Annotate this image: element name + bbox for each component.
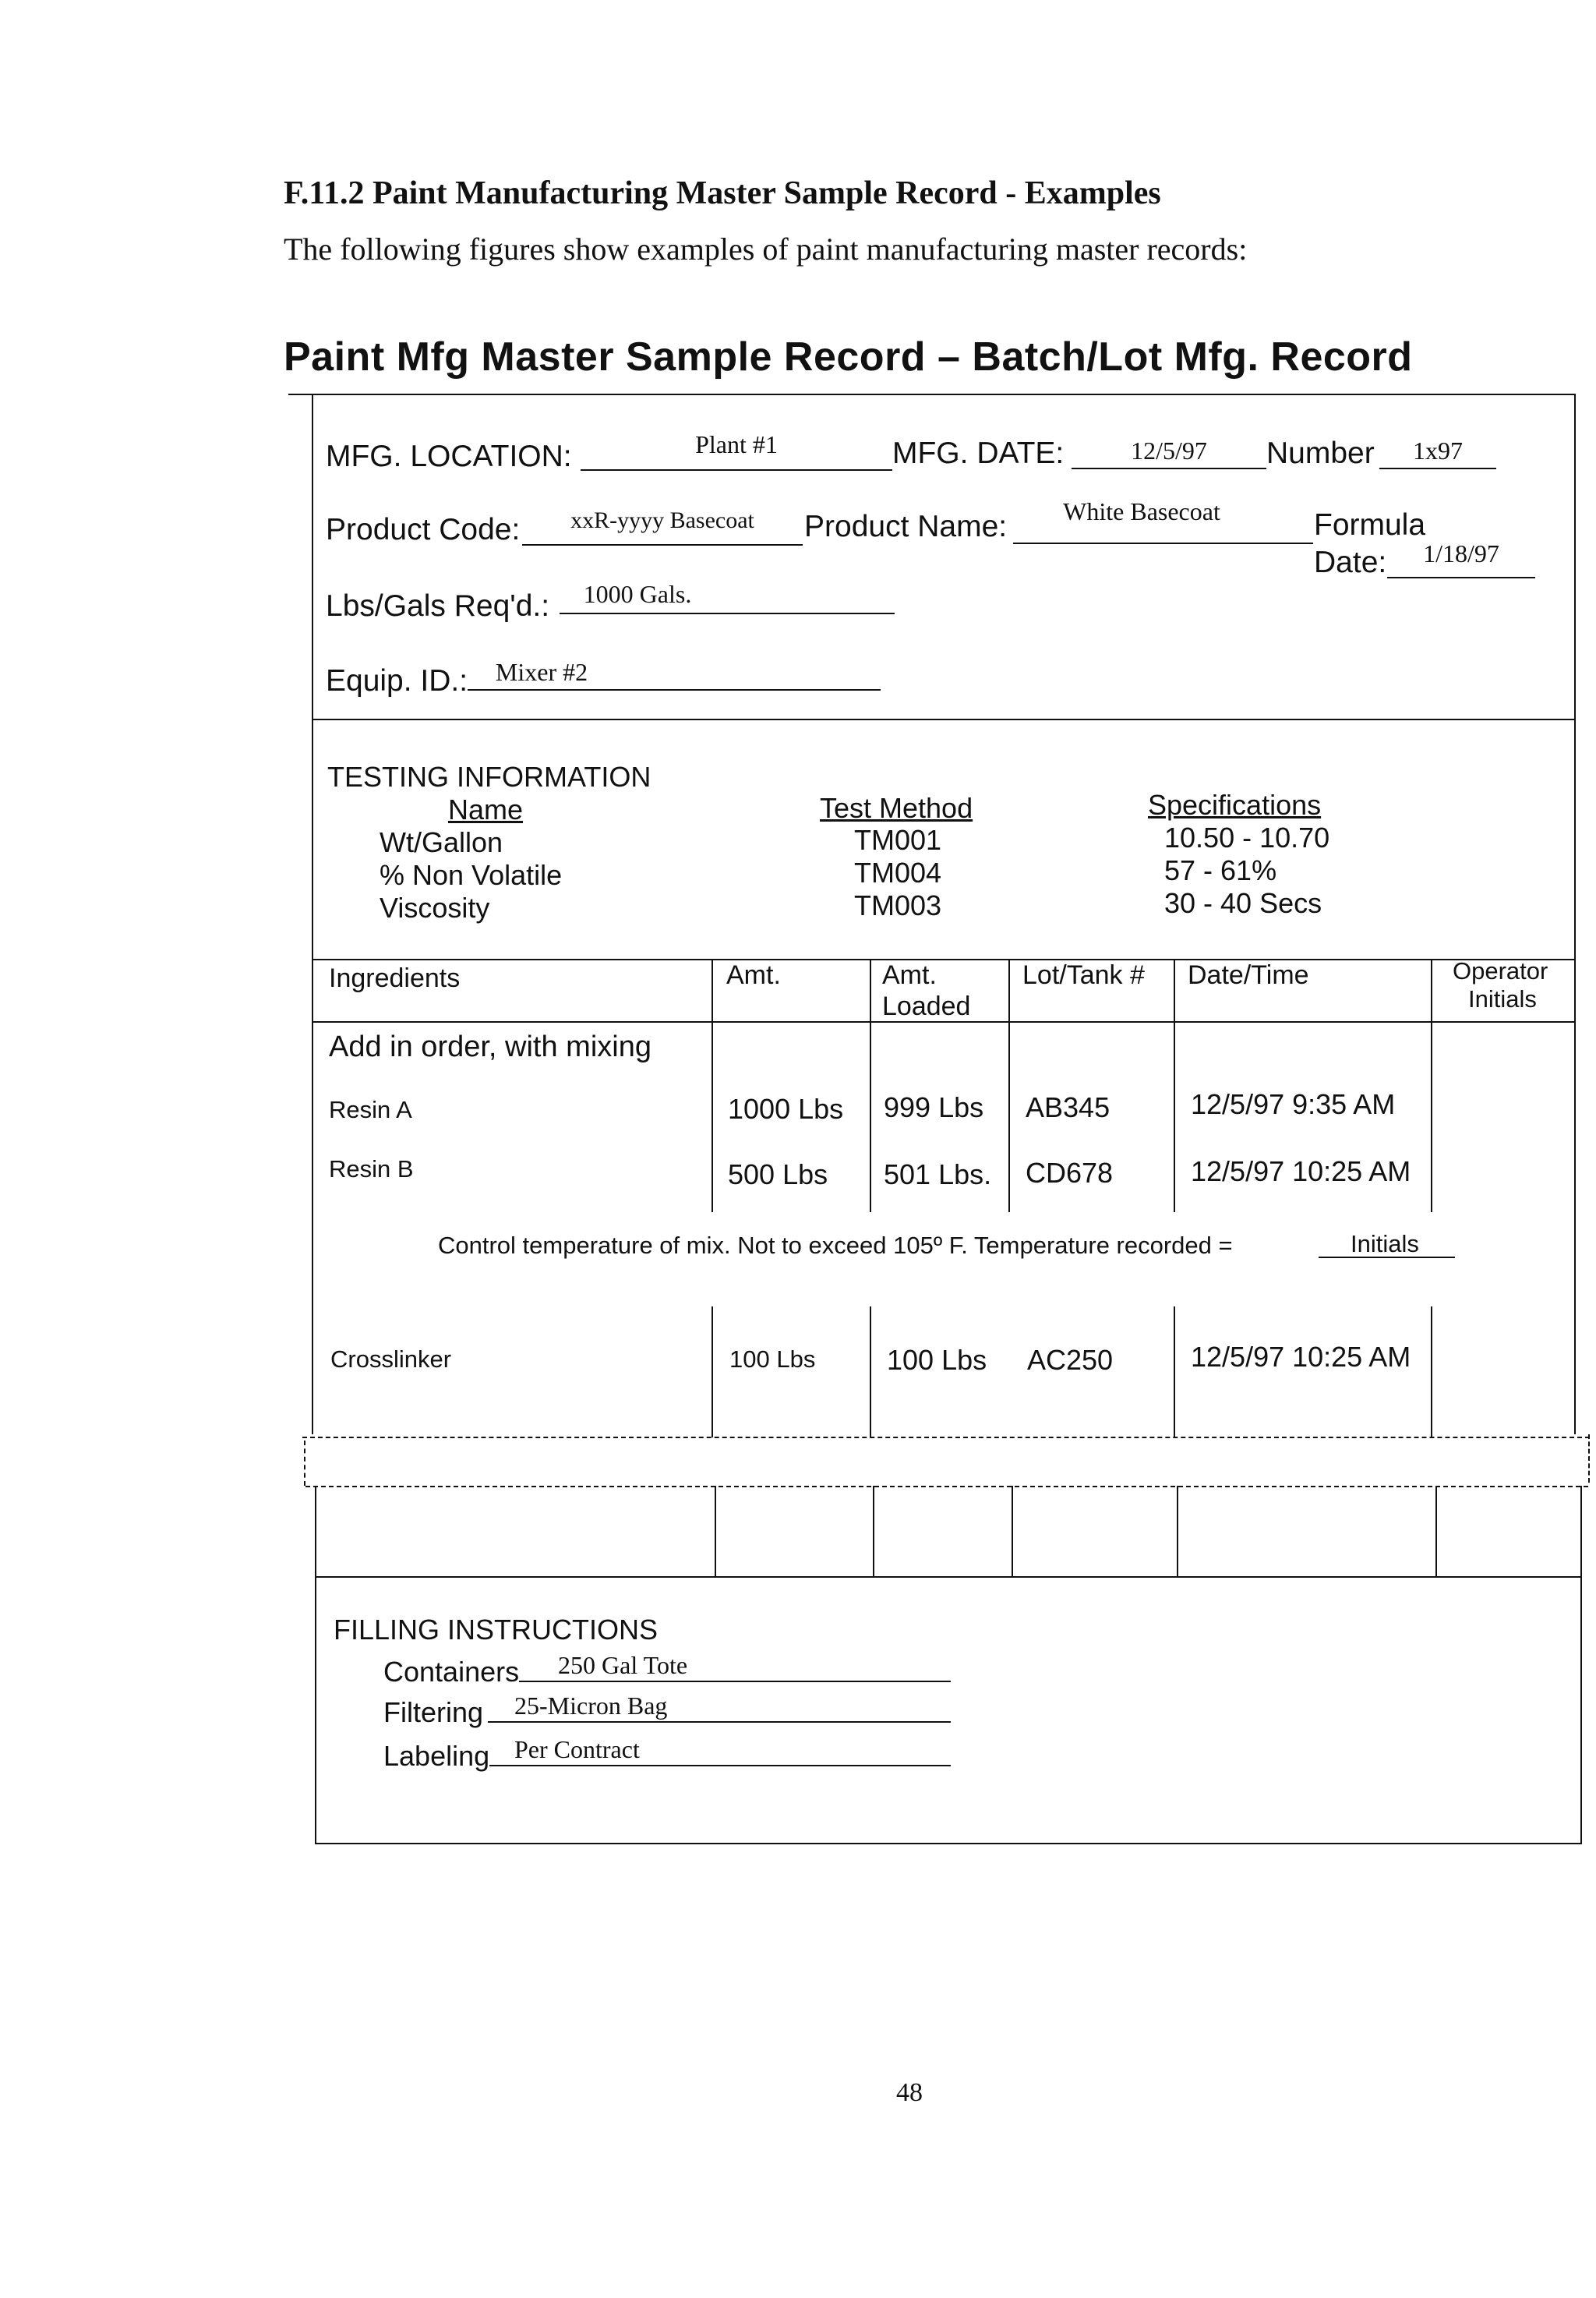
testing-method: TM003 [854,889,942,921]
lbs-gals-field[interactable]: 1000 Gals. [583,580,692,608]
filtering-label: Filtering [383,1696,484,1728]
testing-name: Wt/Gallon [380,826,503,858]
mfg-location-label: MFG. LOCATION: [326,440,572,473]
ingredient-amt: 500 Lbs [728,1158,828,1190]
ingredient-name: Resin B [329,1155,414,1183]
col-ingredients-header: Ingredients [329,963,461,993]
formula-label: Formula [1314,508,1426,542]
filling-heading: FILLING INSTRUCTIONS [334,1614,659,1646]
testing-col-name: Name [448,794,524,826]
equip-id-field[interactable]: Mixer #2 [495,658,588,686]
col-lot-tank-header: Lot/Tank # [1022,960,1145,990]
ingredient-loaded[interactable]: 100 Lbs [887,1344,987,1376]
number-label: Number [1266,437,1375,470]
labeling-label: Labeling [383,1740,490,1772]
page-number: 48 [896,2078,923,2107]
col-amt-loaded-header: Amt. [882,960,937,990]
ingredient-lot[interactable]: AB345 [1026,1091,1110,1123]
control-temperature-note: Control temperature of mix. Not to exceed 105º F. Temperature recorded = [438,1232,1233,1259]
form-title: Paint Mfg Master Sample Record – Batch/Lot Mfg. Record [284,334,1413,380]
col-date-time-header: Date/Time [1188,960,1309,990]
formula-date-field[interactable]: 1/18/97 [1423,539,1499,567]
section-intro: The following figures show examples of paint manufacturing master records: [284,232,1248,267]
section-title: F.11.2 Paint Manufacturing Master Sample Record - Examples [284,175,1161,211]
testing-method: TM001 [854,824,942,856]
ingredient-datetime[interactable]: 12/5/97 10:25 AM [1191,1341,1411,1373]
temperature-initials-field[interactable]: Initials [1351,1230,1419,1257]
ingredient-amt: 1000 Lbs [728,1093,844,1125]
lbs-gals-label: Lbs/Gals Req'd.: [326,589,550,623]
col-amt-loaded-header-2: Loaded [882,992,971,1021]
product-code-field[interactable]: xxR-yyyy Basecoat [570,507,754,533]
testing-col-spec: Specifications [1148,789,1322,821]
testing-heading: TESTING INFORMATION [327,761,651,793]
testing-method: TM004 [854,857,942,889]
ingredient-name: Resin A [329,1096,412,1123]
testing-col-method: Test Method [820,792,973,824]
testing-name: % Non Volatile [380,859,563,891]
testing-name: Viscosity [380,892,490,924]
ingredient-loaded[interactable]: 501 Lbs. [884,1158,992,1190]
ingredient-lot[interactable]: AC250 [1027,1344,1114,1376]
containers-field[interactable]: 250 Gal Tote [558,1651,688,1679]
ingredient-amt: 100 Lbs [729,1345,816,1373]
filtering-field[interactable]: 25-Micron Bag [514,1692,668,1720]
ingredient-name: Crosslinker [330,1345,452,1373]
col-amt-header: Amt. [726,960,781,990]
labeling-field[interactable]: Per Contract [514,1735,640,1763]
equip-id-label: Equip. ID.: [326,664,468,698]
col-operator-header-2: Initials [1468,985,1537,1013]
mfg-date-field[interactable]: 12/5/97 [1131,437,1207,465]
col-operator-header: Operator [1453,957,1548,985]
product-code-label: Product Code: [326,513,521,546]
testing-spec: 57 - 61% [1164,854,1277,886]
formula-date-label: Date: [1314,546,1387,579]
containers-label: Containers [383,1656,520,1688]
product-name-label: Product Name: [804,510,1008,543]
product-name-field[interactable]: White Basecoat [1063,497,1220,525]
testing-spec: 30 - 40 Secs [1164,887,1322,919]
number-field[interactable]: 1x97 [1413,437,1463,465]
testing-spec: 10.50 - 10.70 [1164,822,1330,854]
mfg-location-field[interactable]: Plant #1 [695,430,778,458]
add-in-order-note: Add in order, with mixing [329,1031,651,1063]
ingredient-lot[interactable]: CD678 [1026,1157,1114,1189]
ingredient-datetime[interactable]: 12/5/97 10:25 AM [1191,1155,1411,1187]
ingredient-loaded[interactable]: 999 Lbs [884,1091,984,1123]
mfg-date-label: MFG. DATE: [892,437,1065,470]
ingredient-datetime[interactable]: 12/5/97 9:35 AM [1191,1088,1396,1120]
